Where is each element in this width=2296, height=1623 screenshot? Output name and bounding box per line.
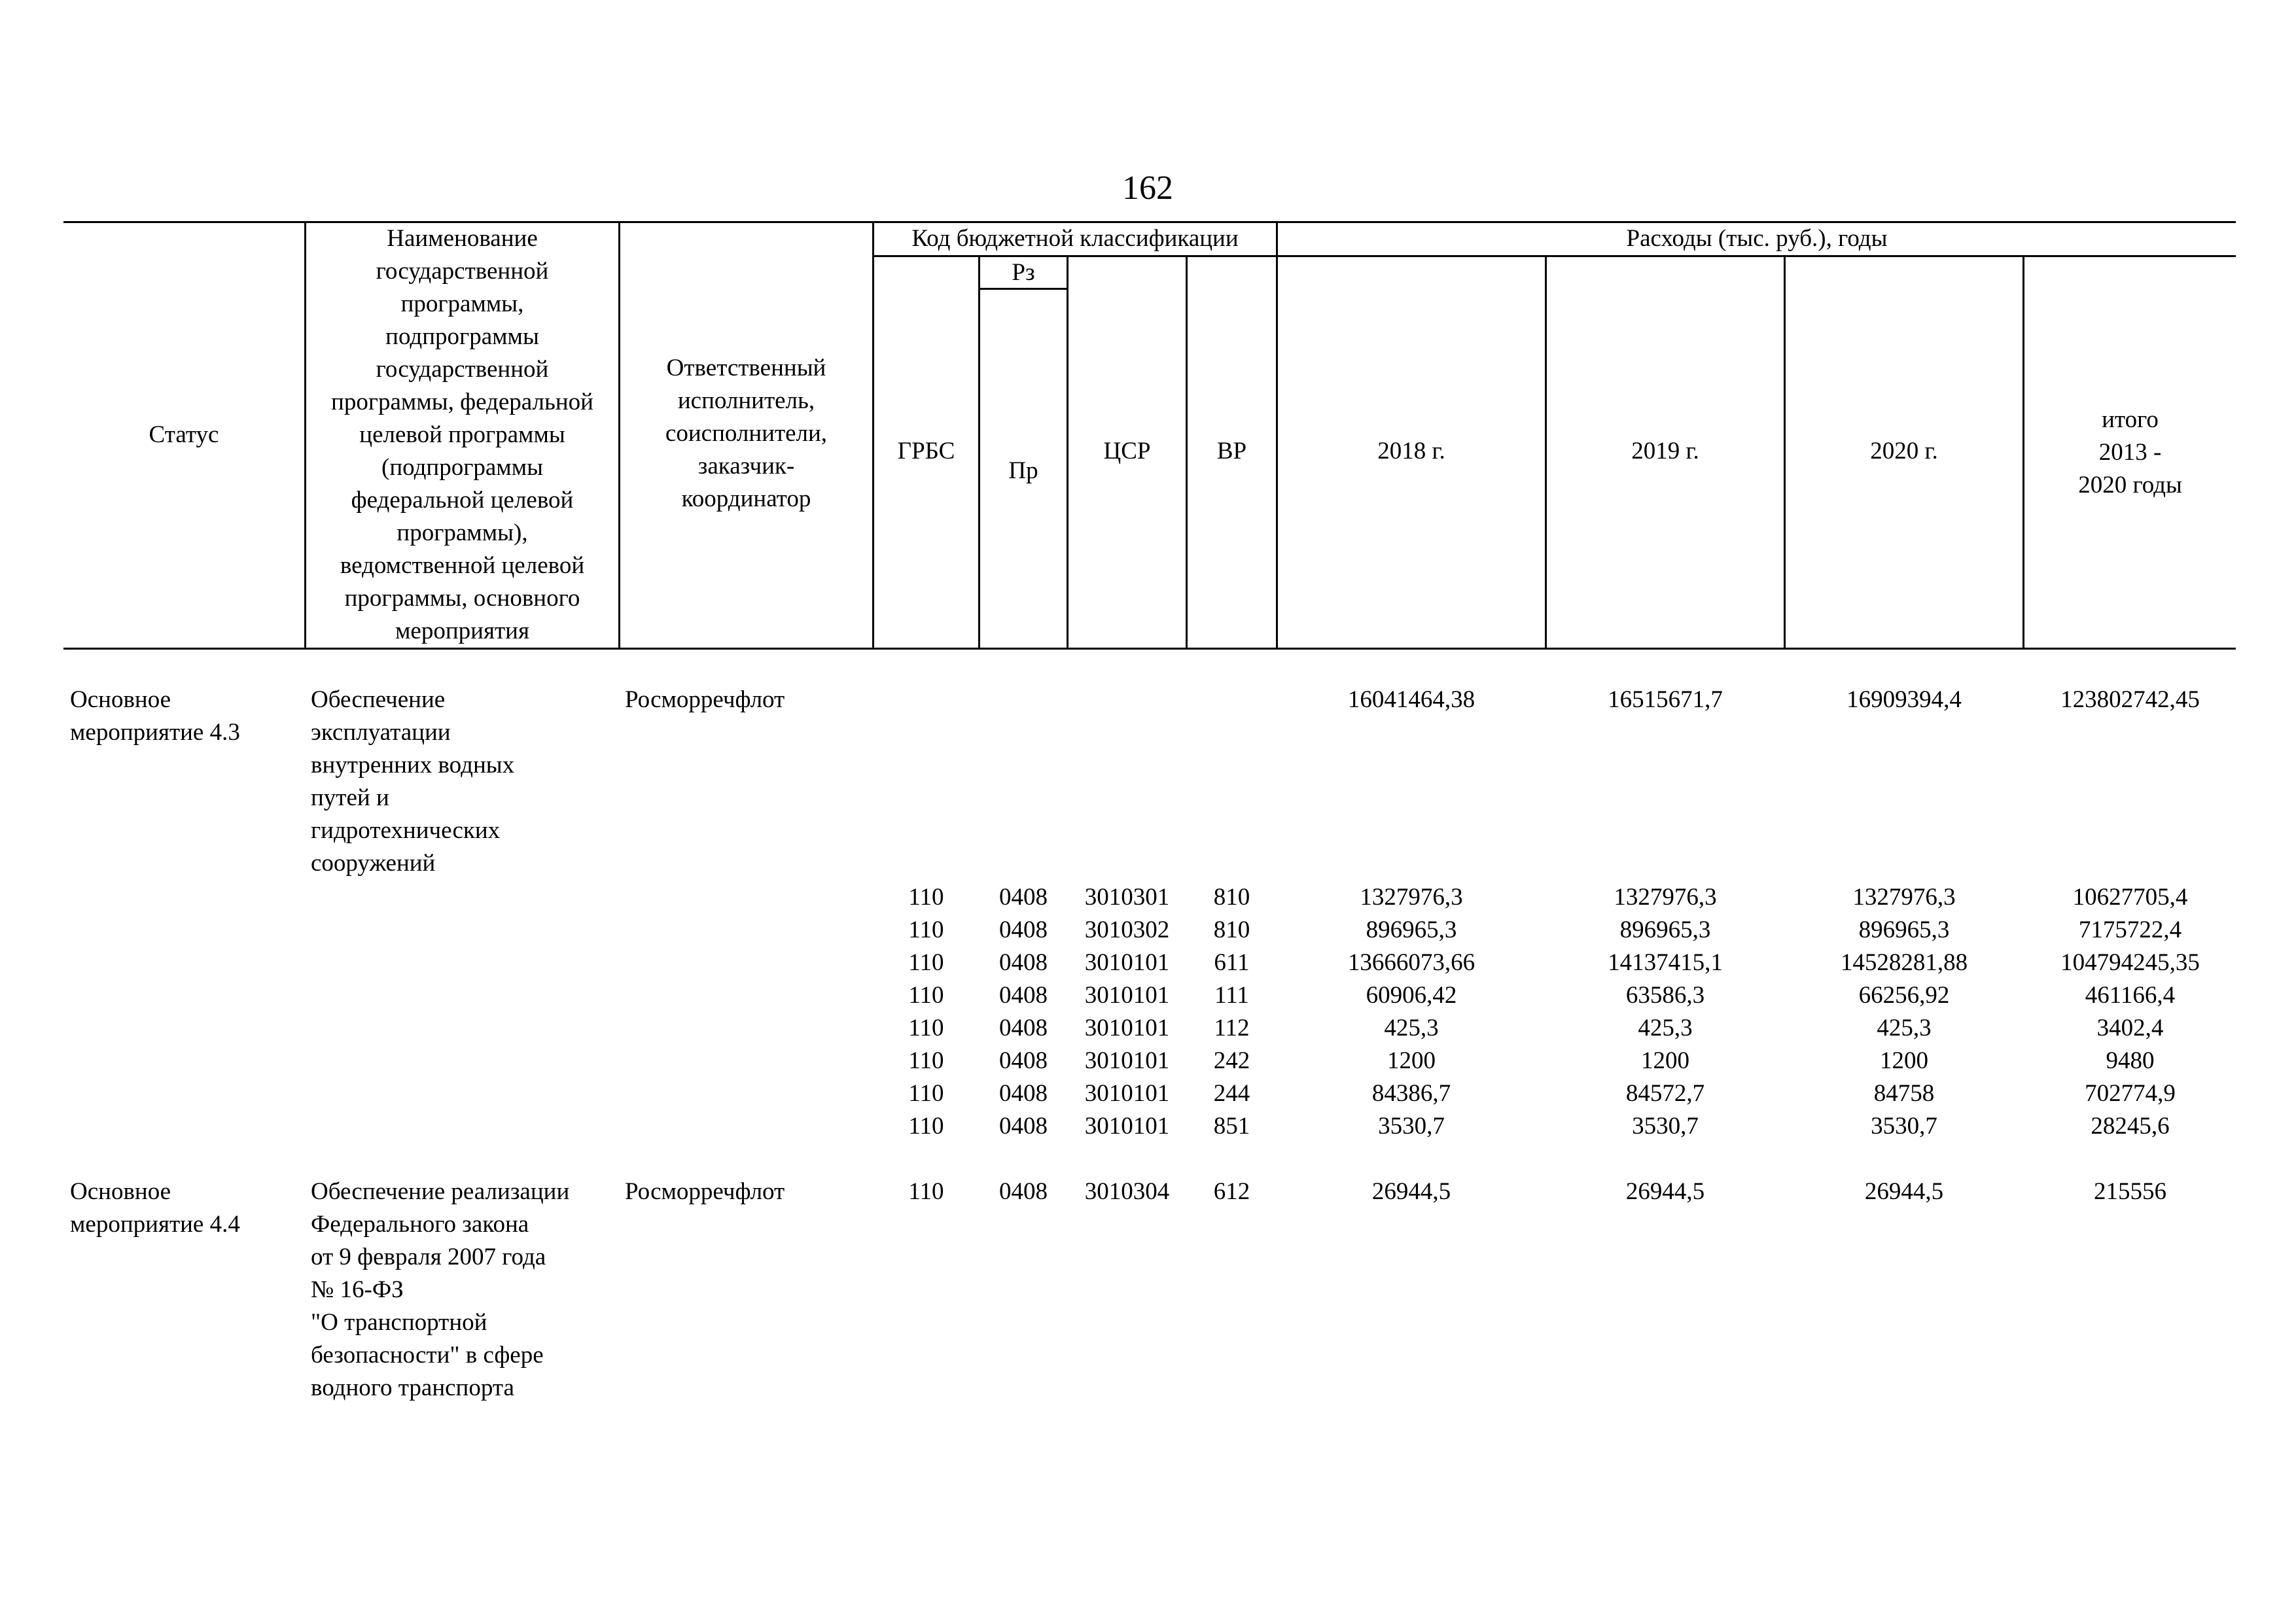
y2019-cell: 425,3 [1638,1015,1693,1041]
rzpr-cell: 0408 [999,916,1048,943]
header-program-name: Наименование государственной программы, подпрограммы государственной программы, федеральной целевой программы (подпрограммы федеральной целевой программы), ведомственной целевой программы, основного мероприятия [331,225,593,644]
y2019-cell: 1327976,3 [1614,884,1717,911]
header-pr: Пр [1008,457,1038,484]
m43-status: Основное мероприятие 4.3 [70,686,240,746]
y2019-cell: 84572,7 [1625,1080,1705,1107]
table-row [0,947,2296,979]
m44-2019: 26944,5 [1625,1178,1705,1205]
m43-breakdown [0,881,2296,1143]
m43-total-2018: 16041464,38 [1347,686,1475,713]
total-cell: 3402,4 [2096,1015,2164,1041]
y2018-cell: 60906,42 [1366,982,1457,1009]
vr-cell: 112 [1214,1015,1250,1041]
rzpr-cell: 0408 [999,1015,1048,1041]
total-cell: 28245,6 [2091,1113,2170,1140]
y2018-cell: 1327976,3 [1360,884,1463,911]
grbs-cell: 110 [908,884,944,911]
table-row [0,979,2296,1012]
header-vr: ВР [1216,438,1247,464]
y2018-cell: 13666073,66 [1347,949,1475,976]
header-total: итого 2013 - 2020 годы [2078,406,2182,498]
csr-cell: 3010101 [1084,982,1170,1009]
y2020-cell: 896965,3 [1858,916,1950,943]
csr-cell: 3010101 [1084,1015,1170,1041]
grbs-cell: 110 [908,1080,944,1107]
header-csr: ЦСР [1103,438,1151,464]
vr-cell: 242 [1213,1047,1250,1074]
header-year-2019: 2019 г. [1631,438,1699,464]
y2019-cell: 896965,3 [1619,916,1711,943]
m44-status: Основное мероприятие 4.4 [70,1178,240,1238]
y2018-cell: 84386,7 [1371,1080,1451,1107]
table-row [0,1077,2296,1110]
header-year-2018: 2018 г. [1377,438,1445,464]
grbs-cell: 110 [908,949,944,976]
header-grbs: ГРБС [897,438,955,464]
rzpr-cell: 0408 [999,1047,1048,1074]
rzpr-cell: 0408 [999,1113,1048,1140]
y2020-cell: 66256,92 [1858,982,1950,1009]
m44-vr: 612 [1213,1178,1250,1205]
rzpr-cell: 0408 [999,949,1048,976]
m43-name: Обеспечение эксплуатации внутренних водных путей и гидротехнических сооружений [311,686,515,877]
table-row [0,914,2296,947]
header-rz: Рз [1012,259,1035,286]
total-cell: 7175722,4 [2078,916,2182,943]
vr-cell: 611 [1214,949,1250,976]
total-cell: 104794245,35 [2060,949,2200,976]
m44-2020: 26944,5 [1864,1178,1944,1205]
y2020-cell: 84758 [1873,1080,1935,1107]
m44-executor: Росморречфлот [625,1178,785,1205]
m44-csr: 3010304 [1084,1178,1170,1205]
csr-cell: 3010101 [1084,949,1170,976]
y2019-cell: 3530,7 [1632,1113,1699,1140]
y2020-cell: 14528281,88 [1840,949,1968,976]
csr-cell: 3010101 [1084,1047,1170,1074]
vr-cell: 244 [1213,1080,1250,1107]
csr-cell: 3010302 [1084,916,1170,943]
m44-2018: 26944,5 [1371,1178,1451,1205]
csr-cell: 3010101 [1084,1080,1170,1107]
m44-total: 215556 [2094,1178,2166,1205]
y2020-cell: 1200 [1880,1047,1928,1074]
grbs-cell: 110 [908,916,944,943]
page-number: 162 [1122,169,1173,207]
vr-cell: 810 [1213,884,1250,911]
m43-total-2020: 16909394,4 [1846,686,1962,713]
table-row [0,1012,2296,1045]
y2018-cell: 425,3 [1384,1015,1439,1041]
rzpr-cell: 0408 [999,982,1048,1009]
y2020-cell: 1327976,3 [1852,884,1956,911]
m44-grbs: 110 [908,1178,944,1205]
vr-cell: 810 [1213,916,1250,943]
y2018-cell: 1200 [1387,1047,1436,1074]
y2018-cell: 3530,7 [1378,1113,1445,1140]
table-row [0,881,2296,914]
y2020-cell: 425,3 [1877,1015,1932,1041]
rzpr-cell: 0408 [999,1080,1048,1107]
csr-cell: 3010301 [1084,884,1170,911]
total-cell: 461166,4 [2085,982,2176,1009]
m44-name: Обеспечение реализации Федерального закона от 9 февраля 2007 года № 16-ФЗ "О транспортной безопасности" в сфере водного транспорта [311,1178,570,1401]
y2020-cell: 3530,7 [1871,1113,1937,1140]
header-year-2020: 2020 г. [1870,438,1938,464]
grbs-cell: 110 [908,1047,944,1074]
total-cell: 702774,9 [2085,1080,2176,1107]
table-row [0,1110,2296,1143]
vr-cell: 111 [1214,982,1249,1009]
y2019-cell: 14137415,1 [1608,949,1723,976]
y2019-cell: 1200 [1641,1047,1689,1074]
header-executor: Ответственный исполнитель, соисполнители, заказчик- координатор [665,355,828,512]
header-expenses: Расходы (тыс. руб.), годы [1626,225,1888,252]
total-cell: 9480 [2106,1047,2155,1074]
grbs-cell: 110 [908,1015,944,1041]
m43-total-2019: 16515671,7 [1608,686,1723,713]
table-row [0,1045,2296,1077]
y2018-cell: 896965,3 [1366,916,1457,943]
csr-cell: 3010101 [1084,1113,1170,1140]
header-status: Статус [149,421,219,448]
m44-rzpr: 0408 [999,1178,1048,1205]
m43-total-all: 123802742,45 [2060,686,2200,713]
grbs-cell: 110 [908,982,944,1009]
y2019-cell: 63586,3 [1625,982,1705,1009]
total-cell: 10627705,4 [2072,884,2188,911]
rzpr-cell: 0408 [999,884,1048,911]
m43-executor: Росморречфлот [625,686,785,713]
header-budget-code: Код бюджетной классификации [911,225,1239,252]
grbs-cell: 110 [908,1113,944,1140]
vr-cell: 851 [1213,1113,1250,1140]
